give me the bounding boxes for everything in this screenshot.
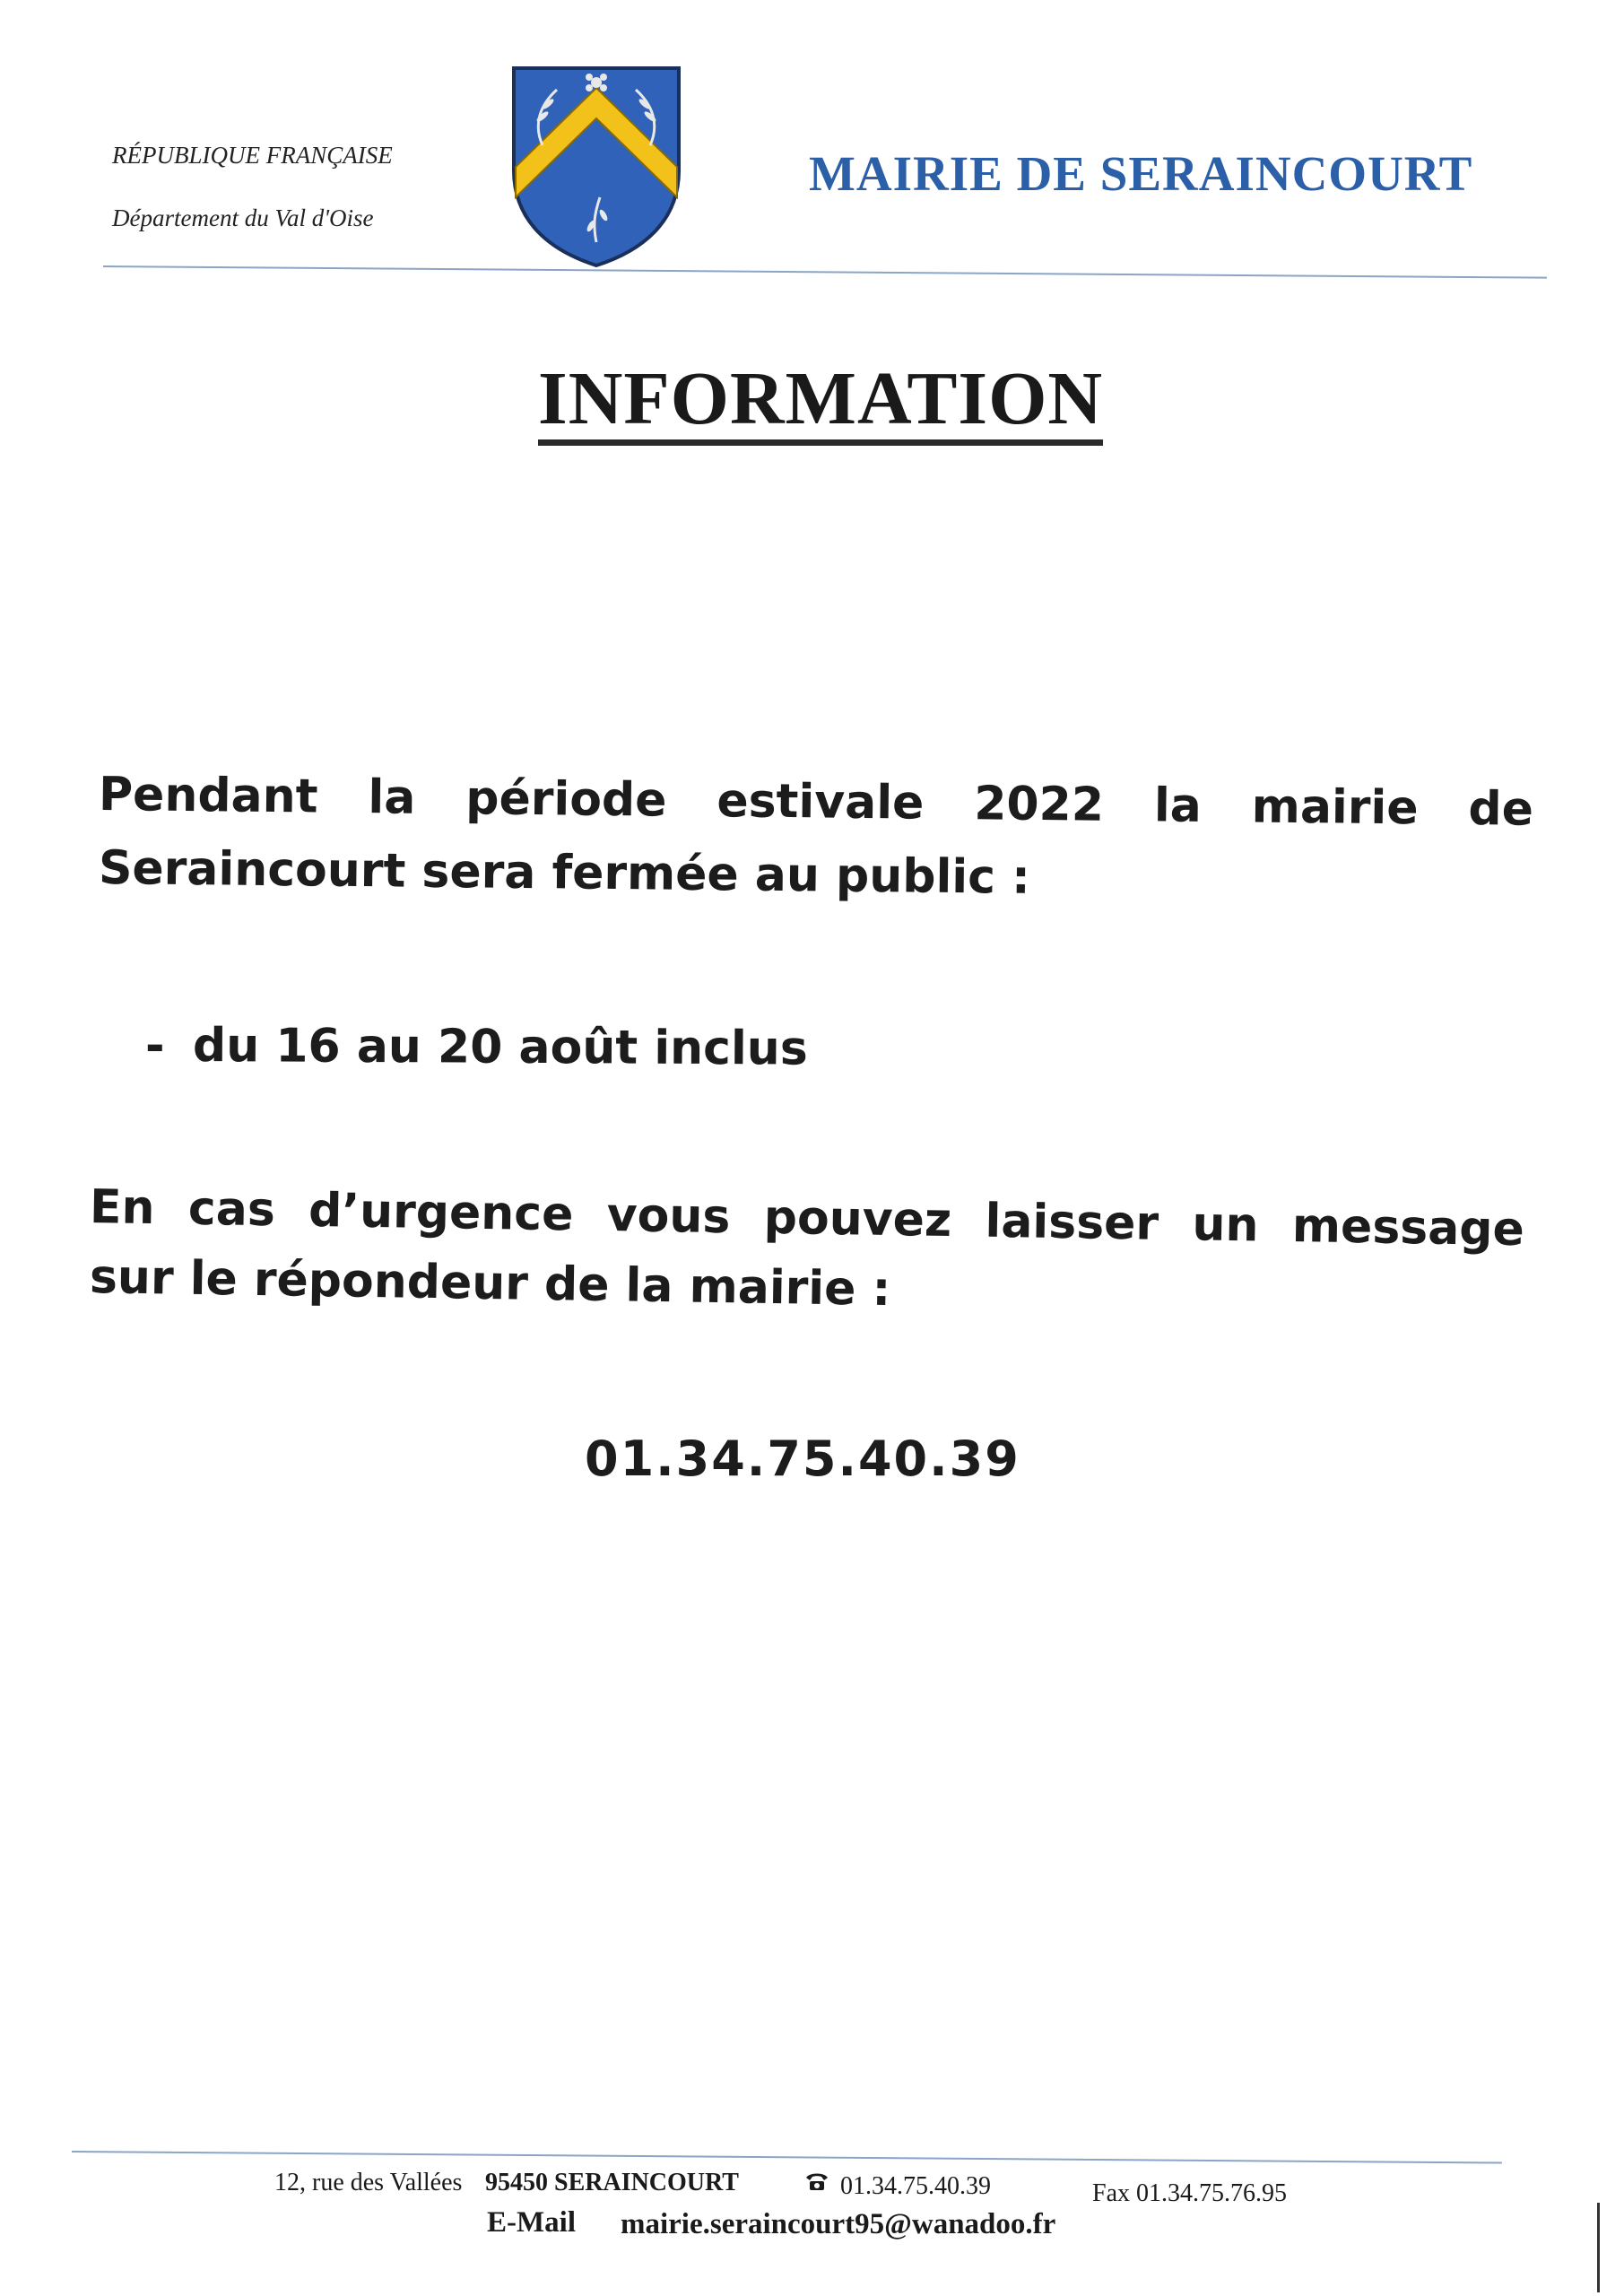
footer-fax: Fax 01.34.75.76.95 [1092,2179,1287,2207]
footer-email-label: E-Mail [487,2206,576,2239]
page-title: INFORMATION [538,361,1103,446]
header-divider [103,265,1547,279]
scan-edge-mark [1597,2203,1600,2292]
closure-dates: du 16 au 20 août inclus [192,1019,808,1076]
closure-dates-bullet: - [145,1019,165,1073]
coat-of-arms-icon [507,63,686,271]
mairie-title: MAIRIE DE SERAINCOURT [809,146,1473,201]
telephone-icon [804,2170,829,2192]
closure-notice-line-2: Seraincourt sera fermée au public : [98,841,1031,905]
emergency-notice-line-1: En cas d’urgence vous pouvez laisser un message [89,1180,1525,1257]
republic-label: RÉPUBLIQUE FRANÇAISE [112,142,393,169]
footer-address-street: 12, rue des Vallées [274,2169,463,2196]
footer-phone: 01.34.75.40.39 [840,2172,991,2200]
emergency-phone-number: 01.34.75.40.39 [585,1431,1020,1487]
department-label: Département du Val d'Oise [112,204,374,231]
footer-divider [72,2151,1502,2164]
emergency-notice-line-2: sur le répondeur de la mairie : [89,1250,891,1318]
footer-address-city: 95450 SERAINCOURT [485,2169,739,2196]
closure-notice-line-1: Pendant la période estivale 2022 la mairie de [98,768,1534,837]
footer-email[interactable]: mairie.seraincourt95@wanadoo.fr [621,2208,1056,2240]
